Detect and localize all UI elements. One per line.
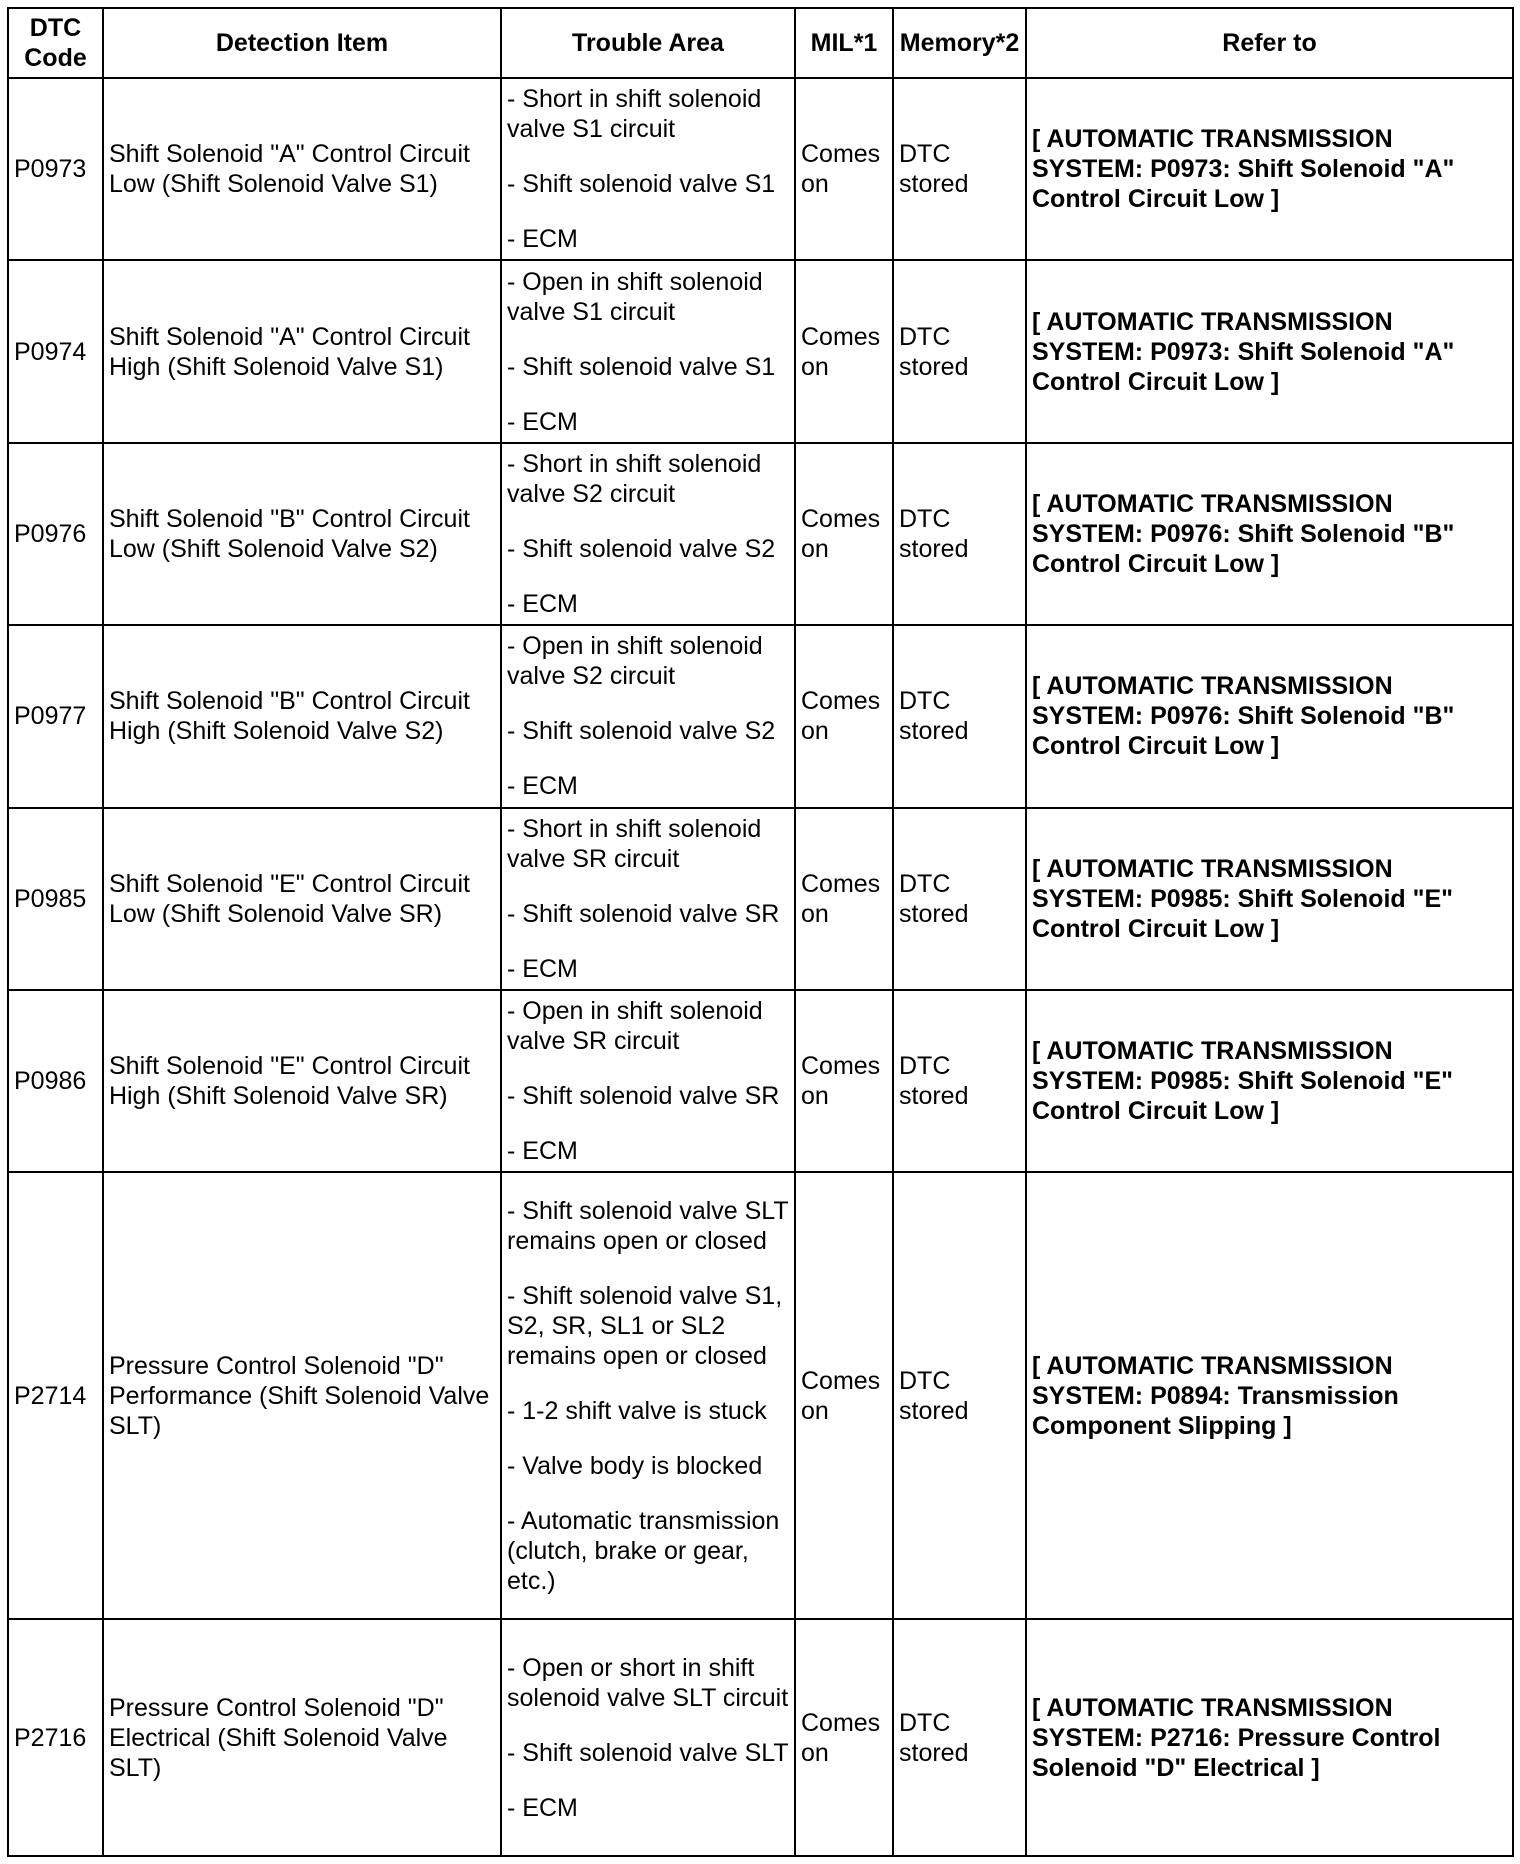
trouble-area-item: - ECM — [507, 1793, 578, 1822]
memory-cell: DTC stored — [893, 625, 1026, 807]
refer-to-link[interactable]: [ AUTOMATIC TRANSMISSION SYSTEM: P0973: Shift Solenoid "A" Control Circuit Low ] — [1026, 78, 1513, 260]
header-detection-item: Detection Item — [103, 8, 501, 78]
trouble-area-cell — [501, 625, 795, 807]
trouble-area-cell — [501, 990, 795, 1172]
trouble-area-item: - ECM — [507, 1137, 578, 1166]
header-dtc-code: DTC Code — [8, 8, 103, 78]
memory-cell: DTC stored — [893, 1619, 1026, 1856]
trouble-area-item: - Shift solenoid valve SR — [507, 1082, 780, 1111]
trouble-area-item: - Open in shift solenoid valve S2 circuit — [507, 632, 763, 691]
detection-item-cell: Shift Solenoid "A" Control Circuit High (Shift Solenoid Valve S1) — [103, 260, 501, 442]
header-refer-to: Refer to — [1026, 8, 1513, 78]
refer-to-link[interactable]: [ AUTOMATIC TRANSMISSION SYSTEM: P0985: Shift Solenoid "E" Control Circuit Low ] — [1026, 990, 1513, 1172]
trouble-area-item: - ECM — [507, 407, 578, 436]
trouble-area-item: - Shift solenoid valve SLT remains open or closed — [507, 1196, 789, 1255]
mil-cell: Comes on — [795, 78, 893, 260]
dtc-code-cell: P0986 — [8, 990, 103, 1172]
trouble-area-cell — [501, 1172, 795, 1619]
header-row — [8, 8, 1513, 78]
refer-to-link[interactable]: [ AUTOMATIC TRANSMISSION SYSTEM: P0985: Shift Solenoid "E" Control Circuit Low ] — [1026, 808, 1513, 990]
mil-cell: Comes on — [795, 990, 893, 1172]
table-row — [8, 625, 1513, 807]
memory-cell: DTC stored — [893, 260, 1026, 442]
mil-cell: Comes on — [795, 1172, 893, 1619]
memory-cell: DTC stored — [893, 443, 1026, 625]
trouble-area-cell — [501, 443, 795, 625]
trouble-area-item: - Shift solenoid valve S2 — [507, 717, 776, 746]
trouble-area-cell — [501, 260, 795, 442]
table-row — [8, 808, 1513, 990]
header-trouble-area: Trouble Area — [501, 8, 795, 78]
header-memory: Memory*2 — [893, 8, 1026, 78]
dtc-code-cell: P0985 — [8, 808, 103, 990]
table-row — [8, 1619, 1513, 1856]
trouble-area-item: - Short in shift solenoid valve S1 circuit — [507, 85, 762, 144]
refer-to-link[interactable]: [ AUTOMATIC TRANSMISSION SYSTEM: P0973: Shift Solenoid "A" Control Circuit Low ] — [1026, 260, 1513, 442]
trouble-area-item: - Open in shift solenoid valve SR circuit — [507, 997, 763, 1056]
trouble-area-cell — [501, 1619, 795, 1856]
memory-cell: DTC stored — [893, 1172, 1026, 1619]
trouble-area-cell — [501, 808, 795, 990]
refer-to-link[interactable]: [ AUTOMATIC TRANSMISSION SYSTEM: P0976: Shift Solenoid "B" Control Circuit Low ] — [1026, 443, 1513, 625]
memory-cell: DTC stored — [893, 808, 1026, 990]
memory-cell: DTC stored — [893, 990, 1026, 1172]
trouble-area-item: - ECM — [507, 590, 578, 619]
mil-cell: Comes on — [795, 443, 893, 625]
trouble-area-item: - Shift solenoid valve S1 — [507, 170, 776, 199]
detection-item-cell: Shift Solenoid "E" Control Circuit High (Shift Solenoid Valve SR) — [103, 990, 501, 1172]
trouble-area-item: - Automatic transmission (clutch, brake or gear, etc.) — [507, 1506, 780, 1595]
trouble-area-item: - ECM — [507, 772, 578, 801]
detection-item-cell: Shift Solenoid "B" Control Circuit Low (Shift Solenoid Valve S2) — [103, 443, 501, 625]
dtc-code-cell: P2714 — [8, 1172, 103, 1619]
trouble-area-item: - Shift solenoid valve SR — [507, 899, 780, 928]
table-row — [8, 443, 1513, 625]
detection-item-cell: Pressure Control Solenoid "D" Electrical (Shift Solenoid Valve SLT) — [103, 1619, 501, 1856]
refer-to-link[interactable]: [ AUTOMATIC TRANSMISSION SYSTEM: P0894: Transmission Component Slipping ] — [1026, 1172, 1513, 1619]
trouble-area-item: - ECM — [507, 954, 578, 983]
dtc-table — [7, 7, 1514, 1857]
trouble-area-item: - Open or short in shift solenoid valve SLT circuit — [507, 1653, 789, 1712]
detection-item-cell: Pressure Control Solenoid "D" Performance (Shift Solenoid Valve SLT) — [103, 1172, 501, 1619]
trouble-area-item: - Shift solenoid valve SLT — [507, 1738, 789, 1767]
memory-cell: DTC stored — [893, 78, 1026, 260]
trouble-area-item: - 1-2 shift valve is stuck — [507, 1396, 767, 1425]
trouble-area-item: - Open in shift solenoid valve S1 circuit — [507, 267, 763, 326]
table-row — [8, 78, 1513, 260]
table-row — [8, 1172, 1513, 1619]
trouble-area-item: - Short in shift solenoid valve SR circuit — [507, 814, 762, 873]
trouble-area-item: - Shift solenoid valve S2 — [507, 535, 776, 564]
mil-cell: Comes on — [795, 625, 893, 807]
detection-item-cell: Shift Solenoid "B" Control Circuit High (Shift Solenoid Valve S2) — [103, 625, 501, 807]
dtc-code-cell: P2716 — [8, 1619, 103, 1856]
refer-to-link[interactable]: [ AUTOMATIC TRANSMISSION SYSTEM: P0976: Shift Solenoid "B" Control Circuit Low ] — [1026, 625, 1513, 807]
table-row — [8, 990, 1513, 1172]
detection-item-cell: Shift Solenoid "A" Control Circuit Low (Shift Solenoid Valve S1) — [103, 78, 501, 260]
header-mil: MIL*1 — [795, 8, 893, 78]
dtc-code-cell: P0977 — [8, 625, 103, 807]
trouble-area-item: - Valve body is blocked — [507, 1451, 763, 1480]
trouble-area-item: - ECM — [507, 225, 578, 254]
refer-to-link[interactable]: [ AUTOMATIC TRANSMISSION SYSTEM: P2716: Pressure Control Solenoid "D" Electrical ] — [1026, 1619, 1513, 1856]
dtc-code-cell: P0974 — [8, 260, 103, 442]
mil-cell: Comes on — [795, 808, 893, 990]
dtc-code-cell: P0976 — [8, 443, 103, 625]
dtc-code-cell: P0973 — [8, 78, 103, 260]
table-row — [8, 260, 1513, 442]
trouble-area-item: - Short in shift solenoid valve S2 circuit — [507, 450, 762, 509]
trouble-area-item: - Shift solenoid valve S1, S2, SR, SL1 or SL2 remains open or closed — [507, 1281, 783, 1370]
mil-cell: Comes on — [795, 1619, 893, 1856]
trouble-area-cell — [501, 78, 795, 260]
detection-item-cell: Shift Solenoid "E" Control Circuit Low (Shift Solenoid Valve SR) — [103, 808, 501, 990]
mil-cell: Comes on — [795, 260, 893, 442]
trouble-area-item: - Shift solenoid valve S1 — [507, 352, 776, 381]
